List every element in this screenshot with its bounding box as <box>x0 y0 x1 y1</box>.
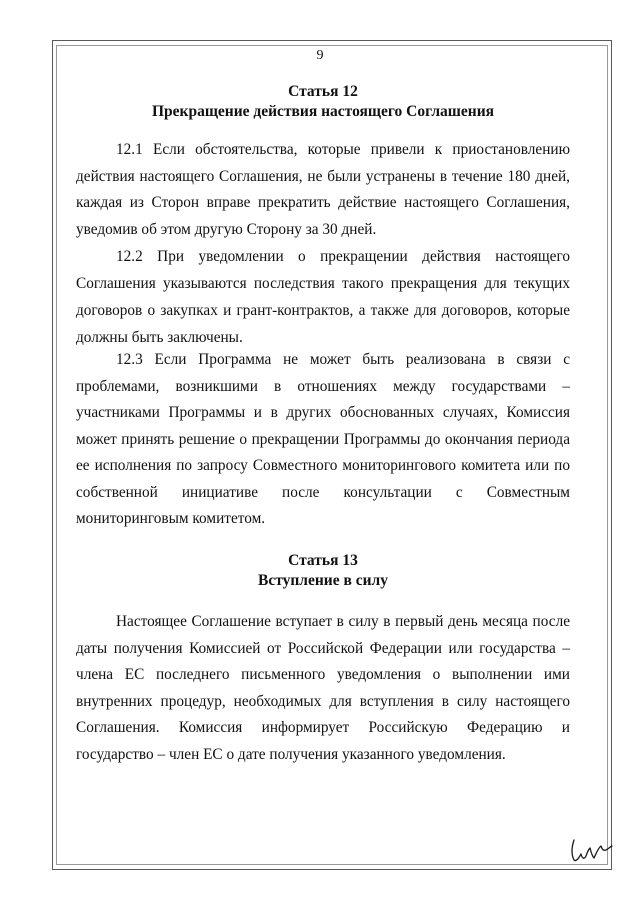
article-12-number: Статья 12 <box>288 83 358 100</box>
paragraph-13-1: Настоящее Соглашение вступает в силу в первый день месяца после даты получения Комиссией от Российской Федерации или государства – члена ЕС последнего письменного уведомления о выполнении ими внутренних процедур, необходимых для вступления в силу настоящего Соглашения. Комиссия информирует Российскую Федерацию и государство – член ЕС о дате получения указанного уведомления. <box>76 613 570 763</box>
paragraph-12-3: 12.3 Если Программа не может быть реализована в связи с проблемами, возникшими в отношениях между государствами – участниками Программы и в других обоснованных случаях, Комиссия может принять решение о прекращении Программы до окончания периода ее исполнения по запросу Совместного мониторингового комитета или по собственной инициативе после консультации с Совместным мониторинговым комитетом. <box>76 351 570 527</box>
signature-initials <box>568 836 614 866</box>
article-13-title: Вступление в силу <box>257 572 388 589</box>
page-number: 9 <box>316 48 324 63</box>
article-12-title: Прекращение действия настоящего Соглашения <box>151 103 495 120</box>
article-13-number: Статья 13 <box>288 552 358 569</box>
paragraph-12-1: 12.1 Если обстоятельства, которые привели к приостановлению действия настоящего Соглашения, не были устранены в течение 180 дней, каждая из Сторон вправе прекратить действие настоящего Соглашения, уведомив об этом другую Сторону за 30 дней. <box>76 141 570 238</box>
paragraph-12-2: 12.2 При уведомлении о прекращении действия настоящего Соглашения указываются последствия такого прекращения для текущих договоров о закупках и грант-контрактов, а также для договоров, которые должны быть заключены. <box>76 248 570 346</box>
